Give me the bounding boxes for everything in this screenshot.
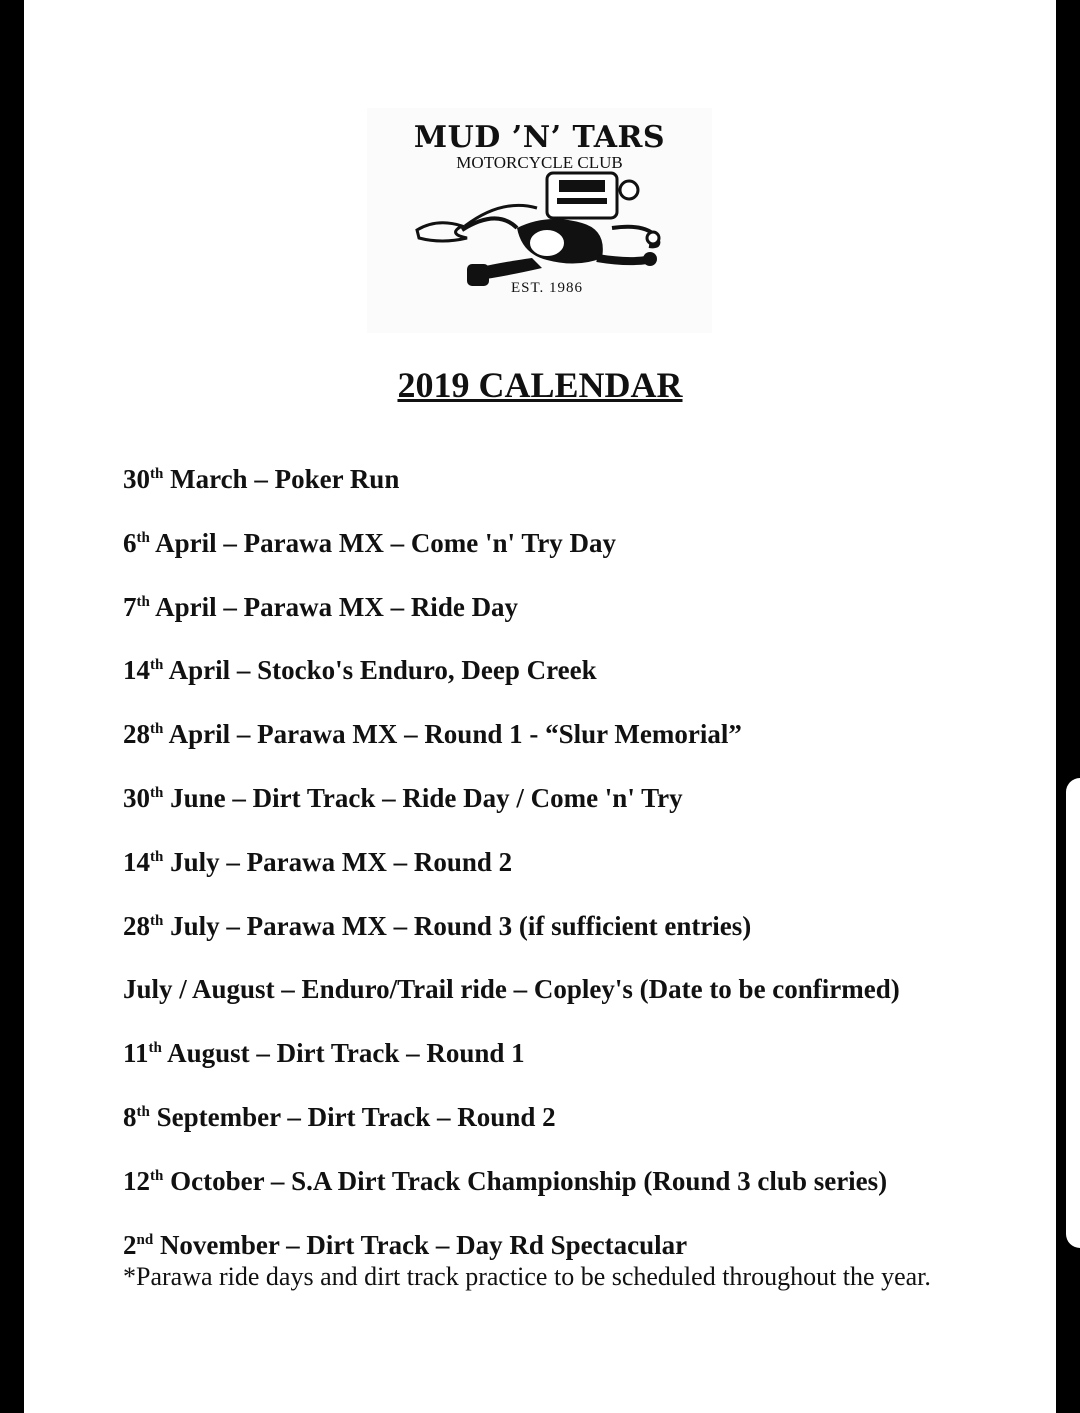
event-day: 7	[123, 591, 137, 622]
event-day-suffix: th	[136, 593, 150, 610]
event-day: 30	[123, 464, 150, 494]
logo-established: EST. 1986	[510, 280, 584, 296]
event-day: 2	[123, 1229, 137, 1260]
event-day: 30	[123, 782, 150, 813]
event-day-suffix: th	[150, 784, 164, 801]
event-text: April – Parawa MX – Come 'n' Try Day	[149, 527, 617, 558]
event-day: 6	[123, 527, 137, 558]
event-item	[123, 715, 900, 779]
event-item	[123, 970, 900, 1034]
event-text: October – S.A Dirt Track Championship (Round 3 club series)	[163, 1165, 888, 1196]
event-day: 14	[123, 846, 150, 877]
event-day-suffix: th	[136, 529, 150, 546]
scroll-handle[interactable]	[1066, 778, 1080, 1248]
event-text: March – Poker Run	[163, 464, 400, 494]
event-day-suffix: th	[150, 1167, 164, 1184]
event-day-suffix: nd	[136, 1231, 154, 1248]
document-page	[24, 0, 1056, 1413]
event-item	[123, 588, 900, 652]
event-item	[123, 460, 900, 524]
event-day-suffix: th	[150, 912, 164, 929]
event-list	[123, 460, 900, 1289]
event-item	[123, 843, 900, 907]
event-item	[123, 1098, 900, 1162]
event-day: 14	[123, 655, 150, 686]
event-text: July – Parawa MX – Round 3 (if sufficient entries)	[163, 910, 752, 941]
event-day: 12	[123, 1165, 150, 1196]
event-day: 8	[123, 1101, 137, 1132]
event-day-suffix: th	[150, 848, 164, 865]
footnote: *Parawa ride days and dirt track practice to be scheduled throughout the year.	[123, 1262, 931, 1291]
event-day-suffix: th	[150, 721, 164, 738]
event-text: July – Parawa MX – Round 2	[163, 846, 513, 877]
event-text: July / August – Enduro/Trail ride – Copley's (Date to be confirmed)	[123, 974, 900, 1005]
event-item	[123, 1034, 900, 1098]
event-item	[123, 907, 900, 971]
event-day-suffix: th	[150, 466, 164, 482]
event-item	[123, 1162, 900, 1226]
event-day-suffix: th	[150, 657, 164, 674]
page-title: 2019 CALENDAR	[397, 365, 683, 405]
event-text: April – Parawa MX – Ride Day	[149, 591, 519, 622]
event-day: 28	[123, 910, 150, 941]
event-day-suffix: th	[136, 1103, 150, 1120]
event-text: September – Dirt Track – Round 2	[149, 1101, 556, 1132]
event-day-suffix: th	[148, 1040, 162, 1057]
event-day: 11	[123, 1038, 149, 1069]
event-day: 28	[123, 719, 150, 750]
event-text: November – Dirt Track – Day Rd Spectacular	[153, 1229, 688, 1260]
event-text: April – Stocko's Enduro, Deep Creek	[163, 655, 597, 686]
event-item	[123, 779, 900, 843]
logo-subtitle: MOTORCYCLE CLUB	[456, 153, 623, 172]
event-text: August – Dirt Track – Round 1	[161, 1038, 525, 1069]
event-item	[123, 524, 900, 588]
event-item	[123, 651, 900, 715]
event-text: June – Dirt Track – Ride Day / Come 'n' Try	[163, 782, 683, 813]
motorcycle-rider-icon	[407, 168, 677, 288]
logo-title: MUD ’N’ TARS	[413, 120, 666, 155]
club-logo	[367, 108, 712, 333]
event-text: April – Parawa MX – Round 1 - “Slur Memorial”	[163, 719, 742, 750]
